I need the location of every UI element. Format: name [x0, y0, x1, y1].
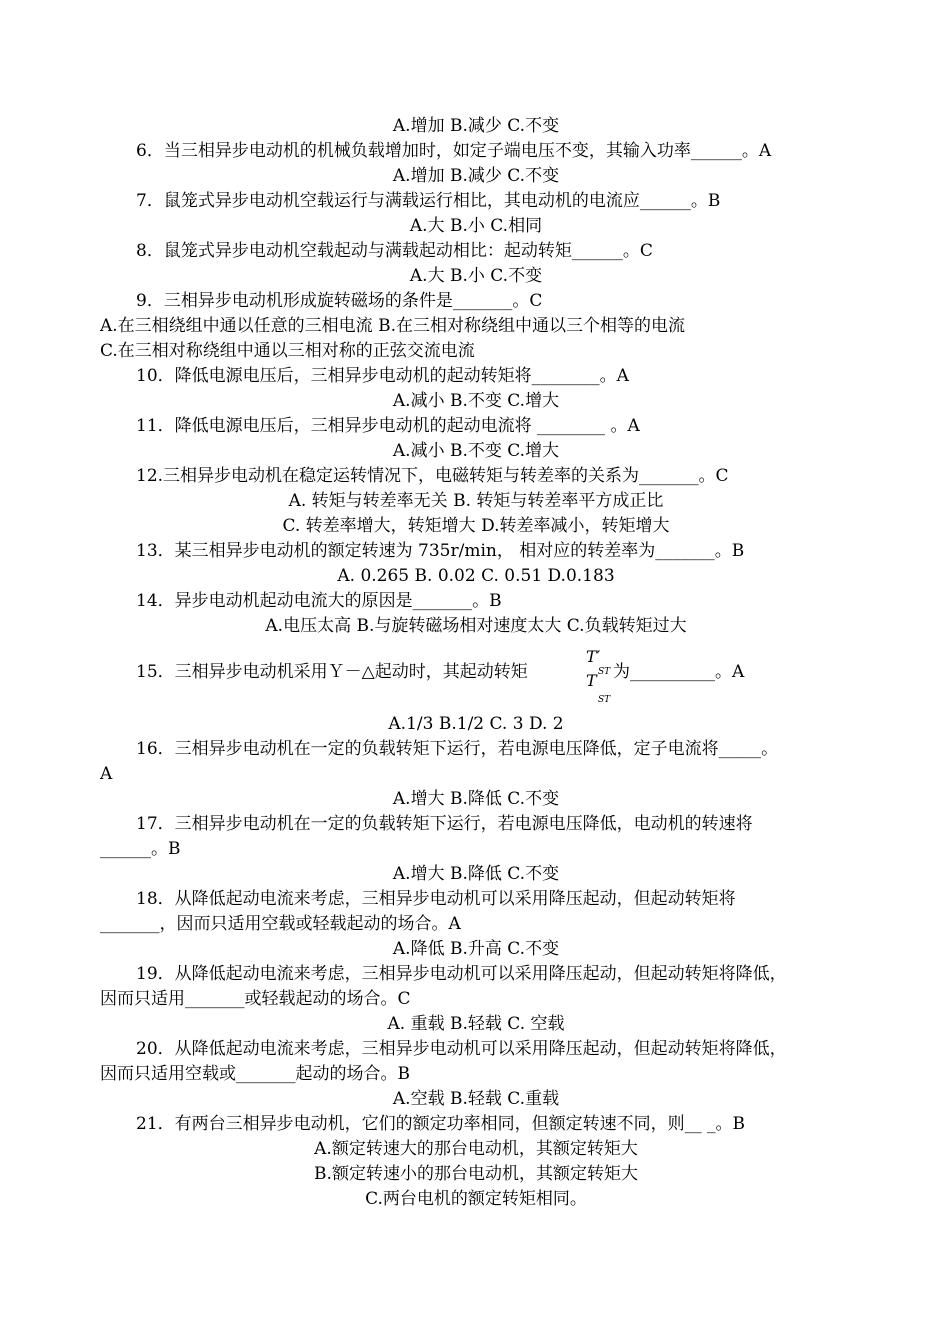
options-21-a: A.额定转速大的那台电动机，其额定转矩大 — [314, 1139, 638, 1159]
question-17-line1: 17．三相异步电动机在一定的负载转矩下运行，若电源电压降低，电动机的转速将 — [136, 814, 753, 834]
question-19-line2: 因而只适用_______或轻载起动的场合。C — [100, 989, 411, 1009]
question-10: 10．降低电源电压后，三相异步电动机的起动转矩将________。A — [136, 366, 629, 386]
options-9-line1: A.在三相绕组中通以任意的三相电流 B.在三相对称绕组中通以三个相等的电流 — [100, 316, 685, 336]
question-17-line2: ______。B — [100, 839, 181, 859]
question-11: 11．降低电源电压后，三相异步电动机的起动电流将 ________ 。A — [136, 416, 640, 436]
options-11: A.减小 B.不变 C.增大 — [392, 441, 560, 461]
options-14: A.电压太高 B.与旋转磁场相对速度太大 C.负载转矩过大 — [265, 616, 687, 636]
question-14: 14．异步电动机起动电流大的原因是_______。B — [136, 591, 502, 611]
fraction-denominator-subscript: ST — [598, 695, 611, 705]
options-9-line2: C.在三相对称绕组中通以三相对称的正弦交流电流 — [100, 341, 475, 361]
question-20-line1: 20．从降低起动电流来考虑，三相异步电动机可以采用降压起动，但起动转矩将降低， — [136, 1039, 787, 1059]
options-13: A. 0.265 B. 0.02 C. 0.51 D.0.183 — [337, 566, 615, 586]
fraction-numerator: T′ — [586, 647, 601, 666]
options-12-line2: C. 转差率增大，转矩增大 D.转差率减小，转矩增大 — [282, 516, 670, 536]
question-21: 21．有两台三相异步电动机，它们的额定功率相同，但额定转速不同，则__ _。B — [136, 1114, 746, 1134]
options-7: A.大 B.小 C.相同 — [409, 216, 543, 236]
options-8: A.大 B.小 C.不变 — [409, 266, 543, 286]
question-16-line2: A — [100, 764, 113, 784]
options-15: A.1/3 B.1/2 C. 3 D. 2 — [388, 714, 564, 734]
question-18-line1: 18．从降低起动电流来考虑，三相异步电动机可以采用降压起动，但起动转矩将 — [136, 889, 736, 909]
fraction-numerator-subscript: ST — [598, 667, 611, 677]
question-20-line2: 因而只适用空载或_______起动的场合。B — [100, 1064, 410, 1084]
options-21-b: B.额定转速小的那台电动机，其额定转矩大 — [314, 1164, 638, 1184]
options-6: A.增加 B.减少 C.不变 — [392, 166, 560, 186]
question-9: 9．三相异步电动机形成旋转磁场的条件是_______。C — [136, 291, 543, 311]
question-8: 8．鼠笼式异步电动机空载起动与满载起动相比：起动转矩______。C — [136, 241, 653, 261]
question-18-line2: _______，因而只适用空载或轻载起动的场合。A — [100, 914, 461, 934]
options-12-line1: A. 转矩与转差率无关 B. 转矩与转差率平方成正比 — [288, 491, 664, 511]
question-15-blank: 为__________。A — [613, 662, 745, 682]
options-20: A.空载 B.轻载 C.重载 — [392, 1089, 560, 1109]
options-17: A.增大 B.降低 C.不变 — [392, 864, 560, 884]
options-18: A.降低 B.升高 C.不变 — [392, 939, 560, 959]
question-15 — [100, 647, 852, 705]
question-16-line1: 16．三相异步电动机在一定的负载转矩下运行，若电源电压降低，定子电流将_____。 — [136, 739, 779, 759]
question-7: 7．鼠笼式异步电动机空载运行与满载运行相比，其电动机的电流应______。B — [136, 191, 721, 211]
options-10: A.减小 B.不变 C.增大 — [392, 391, 560, 411]
fraction-denominator: T — [586, 671, 597, 690]
options-19: A. 重载 B.轻载 C. 空载 — [387, 1014, 565, 1034]
question-6: 6．当三相异步电动机的机械负载增加时，如定子端电压不变，其输入功率______。A — [136, 141, 772, 161]
options-16: A.增大 B.降低 C.不变 — [392, 789, 560, 809]
options-5: A.增加 B.减少 C.不变 — [392, 116, 560, 136]
question-12: 12.三相异步电动机在稳定运转情况下，电磁转矩与转差率的关系为_______。C — [136, 466, 729, 486]
options-21-c: C.两台电机的额定转矩相同。 — [365, 1189, 587, 1209]
question-13: 13．某三相异步电动机的额定转速为 735r/min， 相对应的转差率为_______。B — [136, 541, 745, 561]
question-19-line1: 19．从降低起动电流来考虑，三相异步电动机可以采用降压起动，但起动转矩将降低， — [136, 964, 787, 984]
question-15-text: 15．三相异步电动机采用Ｙ－△起动时，其起动转矩 — [136, 662, 528, 682]
